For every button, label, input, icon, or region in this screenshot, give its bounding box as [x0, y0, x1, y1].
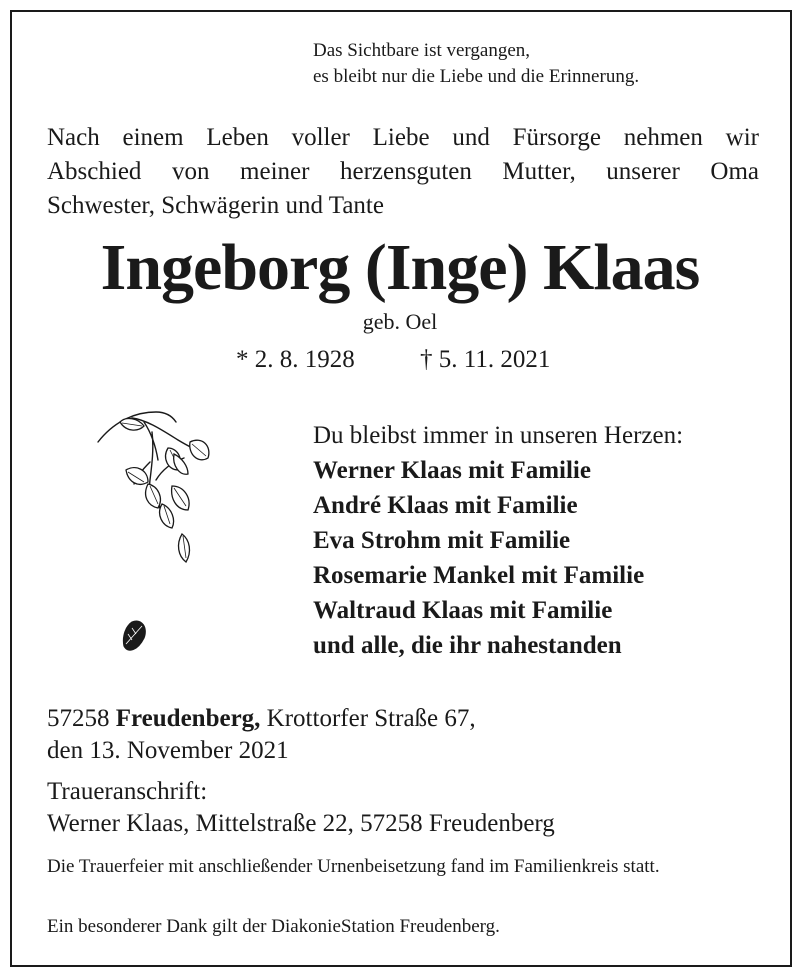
motto-quote [313, 38, 639, 90]
intro-text [47, 121, 759, 223]
address-city: Freudenberg, [115, 705, 261, 732]
mourner-name: Rosemarie Mankel mit Familie [313, 562, 645, 589]
mourner-name: und alle, die ihr nahestanden [313, 632, 622, 659]
mourning-address-label: Traueranschrift: [47, 778, 208, 805]
address-zip: 57258 [47, 705, 110, 732]
falling-leaves-icon [92, 404, 222, 674]
death-date: † 5. 11. 2021 [420, 346, 551, 373]
birth-name: geb. Oel [362, 309, 438, 334]
intro-line-1: Nach einem Leben voller Liebe und Fürsorge nehmen wir [47, 124, 759, 151]
mourner-name: Waltraud Klaas mit Familie [313, 597, 613, 624]
ceremony-note: Die Trauerfeier mit anschließender Urnenbeisetzung fand im Familienkreis statt. [47, 856, 660, 877]
motto-line-1: Das Sichtbare ist vergangen, [313, 40, 531, 61]
address-date: den 13. November 2021 [47, 737, 289, 764]
thanks-note: Ein besonderer Dank gilt der DiakonieStation Freudenberg. [47, 916, 500, 937]
mourner-name: André Klaas mit Familie [313, 492, 578, 519]
mourners-lead: Du bleibst immer in unseren Herzen: [313, 422, 684, 449]
mourning-address-value: Werner Klaas, Mittelstraße 22, 57258 Freudenberg [47, 810, 555, 837]
mourning-address [47, 776, 555, 840]
deceased-name: Ingeborg (Inge) Klaas [100, 231, 700, 304]
motto-line-2: es bleibt nur die Liebe und die Erinnerung. [313, 66, 640, 87]
address-line [47, 703, 476, 735]
birth-date: * 2. 8. 1928 [236, 346, 355, 373]
mourner-name: Eva Strohm mit Familie [313, 527, 571, 554]
mourner-name: Werner Klaas mit Familie [313, 457, 591, 484]
mourners-block [313, 418, 683, 663]
intro-line-2: Abschied von meiner herzensguten Mutter, unserer Oma [47, 158, 759, 185]
address-street: Krottorfer Straße 67, [266, 705, 476, 732]
intro-line-3: Schwester, Schwägerin und Tante [47, 192, 384, 219]
family-address [47, 703, 476, 767]
